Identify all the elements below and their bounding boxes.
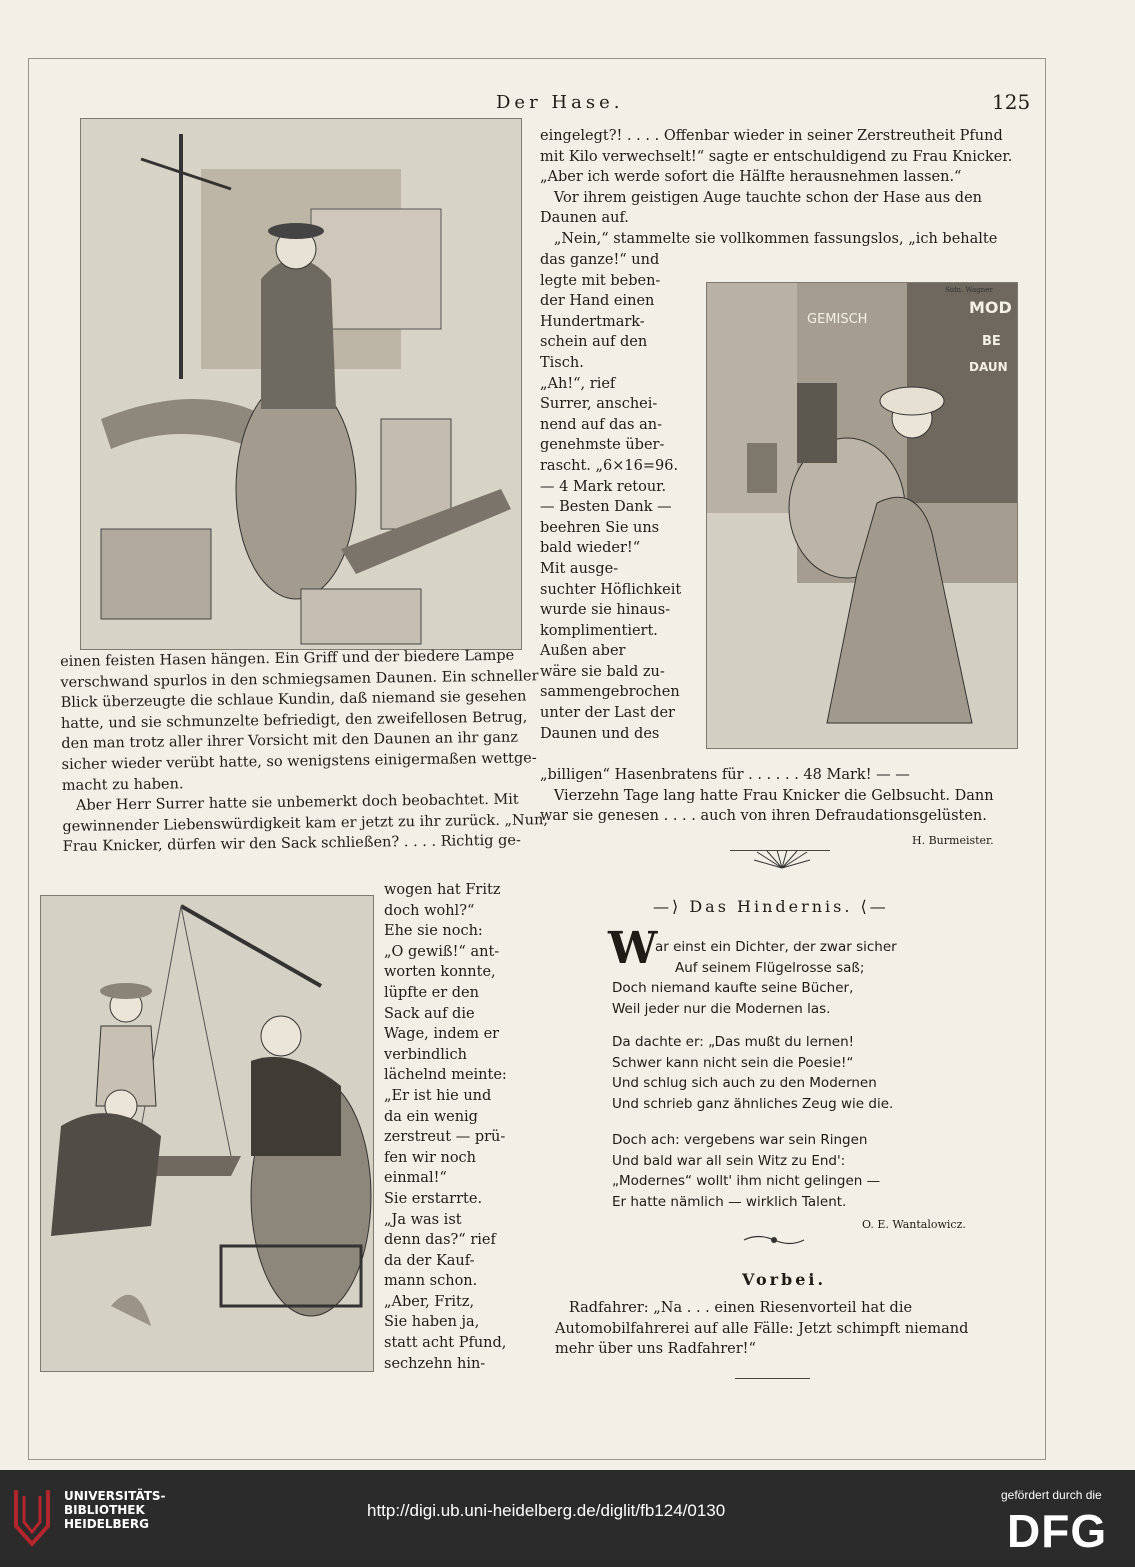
sunburst-ornament-icon	[752, 850, 812, 870]
text-line: Automobilfahrerei auf alle Fälle: Jetzt schimpft niemand	[555, 1320, 969, 1337]
poem-stanza	[655, 937, 897, 978]
poem-line: „Modernes“ wollt' ihm nicht gelingen —	[612, 1173, 881, 1189]
engraving-men-weighing-sack-icon	[41, 896, 373, 1371]
text-line: Mit ausge-	[540, 560, 619, 577]
poem-line: Und schrieb ganz ähnliches Zeug wie die.	[612, 1095, 894, 1112]
text-line: Frau Knicker, dürfen wir den Sack schließen? . . . . Richtig ge-	[62, 832, 521, 856]
text-line: komplimentiert.	[540, 622, 658, 639]
text-line: lüpfte er den	[384, 984, 479, 1001]
university-library-logo-icon	[12, 1486, 52, 1548]
text-line: nend auf das an-	[540, 416, 662, 433]
poem-line: Er hatte nämlich — wirklich Talent.	[612, 1193, 847, 1210]
arrow-ornament-icon: ⟨—	[852, 897, 889, 916]
text-line: sicher wieder verübt hatte, so wenigstens einigermaßen wettge-	[61, 750, 537, 773]
poem-title-text: Das Hindernis.	[689, 897, 853, 916]
shop-sign-be: BE	[982, 334, 1001, 349]
text-line: verschwand spurlos in den schmiegsamen Daunen. Ein schneller	[60, 667, 539, 691]
text-line: „billigen“ Hasenbratens für . . . . . . 48 Mark! — —	[540, 767, 910, 783]
poem-stanza	[612, 1032, 893, 1114]
text-line: — 4 Mark retour.	[540, 478, 667, 495]
text-line: „Ah!“, rief	[540, 375, 616, 392]
text-line: „Ja was ist	[384, 1211, 462, 1228]
text-line: zerstreut — prü-	[384, 1129, 506, 1146]
poem-author: O. E. Wantalowicz.	[862, 1218, 966, 1231]
poem-stanza	[612, 978, 853, 1019]
text-line: Daunen auf.	[540, 210, 629, 227]
text-line: einmal!“	[384, 1170, 447, 1187]
running-title: Der Hase.	[496, 92, 624, 113]
text-line: Wage, indem er	[384, 1026, 500, 1043]
text-line: gewinnender Liebenswürdigkeit kam er jetzt zu ihr zurück. „Nun,	[62, 811, 549, 835]
poem-line: Und bald war all sein Witz zu End':	[612, 1152, 846, 1169]
engraving-lady-leaving-shop-icon	[707, 283, 1017, 748]
text-line: — Besten Dank —	[540, 499, 672, 516]
text-line: bald wieder!“	[540, 540, 641, 557]
text-line: eingelegt?! . . . . Offenbar wieder in seiner Zerstreutheit Pfund	[540, 128, 1003, 144]
text-line: der Hand einen	[540, 293, 655, 310]
text-line: Ehe sie noch:	[384, 923, 483, 940]
text-line: genehmste über-	[540, 437, 665, 454]
text-line: da ein wenig	[384, 1108, 478, 1125]
text-line: rascht. „6×16=96.	[540, 457, 679, 474]
anecdote-text	[555, 1298, 995, 1360]
text-line: Daunen und des	[540, 725, 660, 742]
poem-line: Auf seinem Flügelrosse saß;	[675, 959, 865, 976]
text-line: Vierzehn Tage lang hatte Frau Knicker die Gelbsucht. Dann	[540, 787, 994, 804]
text-line: Sie haben ja,	[384, 1314, 480, 1331]
flourish-ornament-icon	[742, 1233, 806, 1247]
text-line: fen wir noch	[384, 1149, 477, 1166]
text-line: „Aber, Fritz,	[384, 1293, 475, 1310]
page-number: 125	[992, 90, 1031, 114]
text-line: statt acht Pfund,	[384, 1335, 507, 1352]
text-line: suchter Höflichkeit	[540, 581, 682, 598]
text-line: verbindlich	[384, 1046, 467, 1063]
text-line: macht zu haben.	[61, 775, 184, 794]
poem-line: Schwer kann nicht sein die Poesie!“	[612, 1054, 854, 1071]
text-line: Sack auf die	[384, 1005, 475, 1022]
dfg-logo: DFG	[1007, 1505, 1108, 1557]
text-line: denn das?“ rief	[384, 1232, 496, 1249]
article-author: H. Burmeister.	[912, 834, 994, 847]
text-line: da der Kauf-	[384, 1252, 475, 1269]
text-line: Surrer, anschei-	[540, 396, 658, 413]
engraving-lady-with-sack-at-scale-icon	[81, 119, 521, 649]
text-line: war sie genesen . . . . auch von ihren Defraudationsgelüsten.	[540, 808, 987, 825]
text-line: mit Kilo verwechselt!“ sagte er entschuldigend zu Frau Knicker.	[540, 148, 1013, 165]
text-line: das ganze!“ und	[540, 252, 660, 268]
text-line: „O gewiß!“ ant-	[384, 943, 500, 960]
text-line: beehren Sie uns	[540, 519, 660, 536]
text-line: Blick überzeugte die schlaue Kundin, daß niemand sie gesehen	[60, 688, 527, 712]
text-line: Aber Herr Surrer hatte sie unbemerkt doch beobachtet. Mit	[62, 791, 519, 815]
shop-sign-gemisch: GEMISCH	[807, 312, 868, 327]
right-column-top-text	[540, 126, 1030, 250]
poem-title	[653, 897, 889, 916]
anecdote-title: Vorbei.	[742, 1270, 827, 1289]
text-line: den man trotz aller ihrer Vorsicht mit den Daunen an ihr ganz	[61, 729, 519, 753]
text-line: schein auf den	[540, 334, 648, 351]
illustration-shop-scale	[80, 118, 522, 650]
text-line: „Aber ich werde sofort die Hälfte herausnehmen lassen.“	[540, 169, 962, 186]
poem-line: Weil jeder nur die Modernen las.	[612, 1000, 831, 1017]
funding-caption: gefördert durch die	[1001, 1488, 1102, 1502]
divider-line	[735, 1378, 810, 1379]
artist-signature: Sidn. Wagner	[945, 286, 993, 294]
left-column-narrow-text	[384, 880, 514, 1374]
shop-sign-mod: MOD	[969, 298, 1012, 317]
viewer-footer	[0, 1470, 1135, 1567]
permalink-url[interactable]: http://digi.ub.uni-heidelberg.de/diglit/fb124/0130	[367, 1501, 726, 1520]
poem-line: ar einst ein Dichter, der zwar sicher	[655, 939, 897, 955]
shop-sign-daun: DAUN	[969, 360, 1008, 374]
text-line: Tisch.	[540, 354, 584, 371]
text-line: „Nein,“ stammelte sie vollkommen fassungslos, „ich behalte	[540, 230, 998, 247]
text-line: hatte, und sie schmunzelte befriedigt, den zweifellosen Betrug,	[60, 709, 528, 732]
text-line: wurde sie hinaus-	[540, 602, 671, 619]
poem-line: Und schlug sich auch zu den Modernen	[612, 1075, 877, 1091]
text-line: lächelnd meinte:	[384, 1067, 507, 1084]
right-column-bottom-text	[540, 765, 1030, 827]
poem-stanza	[612, 1130, 880, 1212]
text-line: mann schon.	[384, 1273, 478, 1290]
text-line: Außen aber	[540, 643, 626, 660]
text-line: unter der Last der	[540, 705, 675, 722]
library-name: UNIVERSITÄTS- BIBLIOTHEK HEIDELBERG	[64, 1489, 166, 1531]
text-line: Hundertmark-	[540, 313, 645, 330]
illustration-weighing	[40, 895, 374, 1372]
illustration-street	[706, 282, 1018, 749]
arrow-ornament-icon: —⟩	[653, 897, 690, 916]
text-line: wäre sie bald zu-	[540, 663, 665, 680]
text-line: wogen hat Fritz	[384, 882, 501, 898]
text-line: Radfahrer: „Na . . . einen Riesenvorteil hat die	[555, 1300, 913, 1316]
poem-line: Da dachte er: „Das mußt du lernen!	[612, 1034, 855, 1050]
text-line: sechzehn hin-	[384, 1355, 486, 1372]
poem-line: Doch niemand kaufte seine Bücher,	[612, 980, 854, 996]
right-column-narrow-text	[540, 250, 690, 744]
text-line: worten konnte,	[384, 964, 496, 981]
text-line: einen feisten Hasen hängen. Ein Griff und der biedere Lampe	[60, 647, 515, 670]
text-line: sammengebrochen	[540, 684, 680, 701]
text-line: mehr über uns Radfahrer!“	[555, 1341, 756, 1358]
poem-line: Doch ach: vergebens war sein Ringen	[612, 1132, 868, 1148]
drop-cap: W	[608, 923, 658, 974]
text-line: Sie erstarrte.	[384, 1190, 483, 1207]
text-line: legte mit beben-	[540, 272, 661, 289]
text-line: „Er ist hie und	[384, 1087, 492, 1104]
text-line: Vor ihrem geistigen Auge tauchte schon der Hase aus den	[540, 189, 983, 206]
text-line: doch wohl?“	[384, 902, 475, 919]
left-column-text	[60, 646, 549, 858]
